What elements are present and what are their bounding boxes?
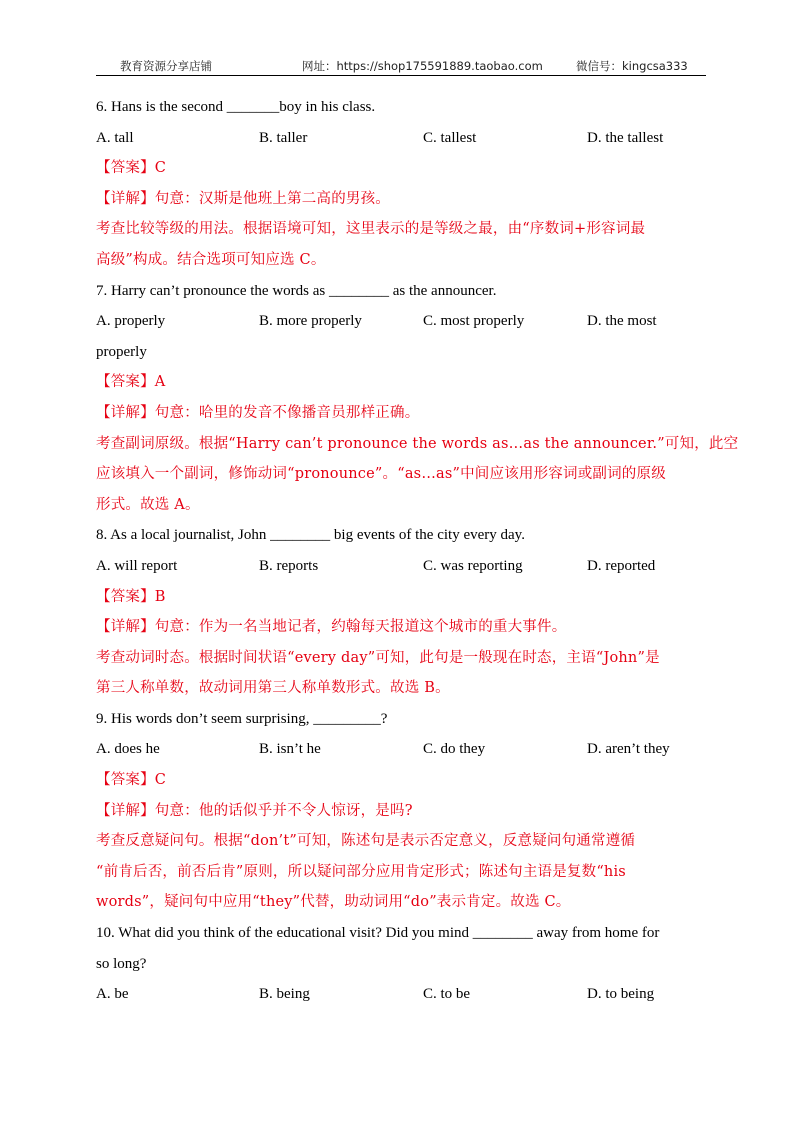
page-header xyxy=(96,58,706,74)
header-shop-name: 教育资源分享店铺 xyxy=(120,59,212,73)
explanation-6-line: 高级”构成。结合选项可知应选 C。 xyxy=(96,251,326,268)
option-b: B. being xyxy=(259,986,310,1003)
question-10-wrap: so long? xyxy=(96,955,147,972)
question-7: 7. Harry can’t pronounce the words as ________ as the announcer. xyxy=(96,282,497,299)
answer-7: 【答案】A xyxy=(96,374,166,391)
explanation-6-line: 考查比较等级的用法。根据语境可知，这里表示的是等级之最，由“序数词+形容词最 xyxy=(96,221,646,238)
question-9-options xyxy=(96,734,708,765)
header-divider xyxy=(96,75,706,76)
option-b: B. more properly xyxy=(259,313,362,330)
document-body xyxy=(96,92,739,1010)
option-a: A. tall xyxy=(96,129,134,146)
option-d: D. aren’t they xyxy=(587,741,670,758)
option-c: C. was reporting xyxy=(423,557,523,574)
question-8-options xyxy=(96,551,708,582)
option-d: D. the tallest xyxy=(587,129,664,146)
explanation-9-line: words”，疑问句中应用“they”代替，助动词用“do”表示肯定。故选 C。 xyxy=(96,894,571,911)
option-c: C. tallest xyxy=(423,129,477,146)
option-d: D. to being xyxy=(587,986,655,1003)
option-a: A. be xyxy=(96,986,129,1003)
option-d-wrap: properly xyxy=(96,343,147,360)
question-6: 6. Hans is the second _______boy in his class. xyxy=(96,99,376,115)
option-c: C. most properly xyxy=(423,313,525,330)
option-a: A. will report xyxy=(96,557,178,574)
question-7-options xyxy=(96,306,708,337)
option-b: B. isn’t he xyxy=(259,741,321,758)
header-url: 网址：https://shop175591889.taobao.com xyxy=(302,59,543,73)
option-c: C. do they xyxy=(423,741,486,758)
header-wechat: 微信号：kingcsa333 xyxy=(576,59,688,73)
explanation-7-line: 应该填入一个副词，修饰动词“pronounce”。“as…as”中间应该用形容词或副词的原级 xyxy=(96,466,666,483)
option-b: B. taller xyxy=(259,129,308,146)
option-a: A. properly xyxy=(96,313,166,330)
question-8: 8. As a local journalist, John ________ big events of the city every day. xyxy=(96,527,525,544)
option-a: A. does he xyxy=(96,741,160,758)
explanation-7-line: 考查副词原级。根据“Harry can’t pronounce the words as…as the announcer.”可知，此空 xyxy=(96,435,739,452)
explanation-9-line: 考查反意疑问句。根据“don’t”可知，陈述句是表示否定意义，反意疑问句通常遵循 xyxy=(96,833,636,850)
explanation-9-line: “前肯后否，前否后肯”原则，所以疑问部分应用肯定形式；陈述句主语是复数“his xyxy=(96,863,626,880)
explanation-7-line: 形式。故选 A。 xyxy=(96,496,200,513)
option-c: C. to be xyxy=(423,986,471,1003)
option-d: D. the most xyxy=(587,313,657,330)
question-10-options xyxy=(96,979,708,1010)
explanation-8-line: 【详解】句意：作为一名当地记者，约翰每天报道这个城市的重大事件。 xyxy=(96,619,567,636)
question-9: 9. His words don’t seem surprising, _________? xyxy=(96,710,388,727)
answer-8: 【答案】B xyxy=(96,588,166,605)
explanation-8-line: 第三人称单数，故动词用第三人称单数形式。故选 B。 xyxy=(96,680,450,697)
option-d: D. reported xyxy=(587,557,656,574)
answer-9: 【答案】C xyxy=(96,772,167,789)
question-6-options xyxy=(96,123,708,154)
explanation-7-line: 【详解】句意：哈里的发音不像播音员那样正确。 xyxy=(96,404,420,421)
explanation-9-line: 【详解】句意：他的话似乎并不令人惊讶，是吗? xyxy=(96,802,413,819)
option-b: B. reports xyxy=(259,557,319,574)
question-10: 10. What did you think of the educational visit? Did you mind ________ away from home for xyxy=(96,925,660,942)
answer-6: 【答案】C xyxy=(96,160,167,177)
explanation-8-line: 考查动词时态。根据时间状语“every day”可知，此句是一般现在时态，主语“John”是 xyxy=(96,649,660,666)
explanation-6-line: 【详解】句意：汉斯是他班上第二高的男孩。 xyxy=(96,190,390,207)
